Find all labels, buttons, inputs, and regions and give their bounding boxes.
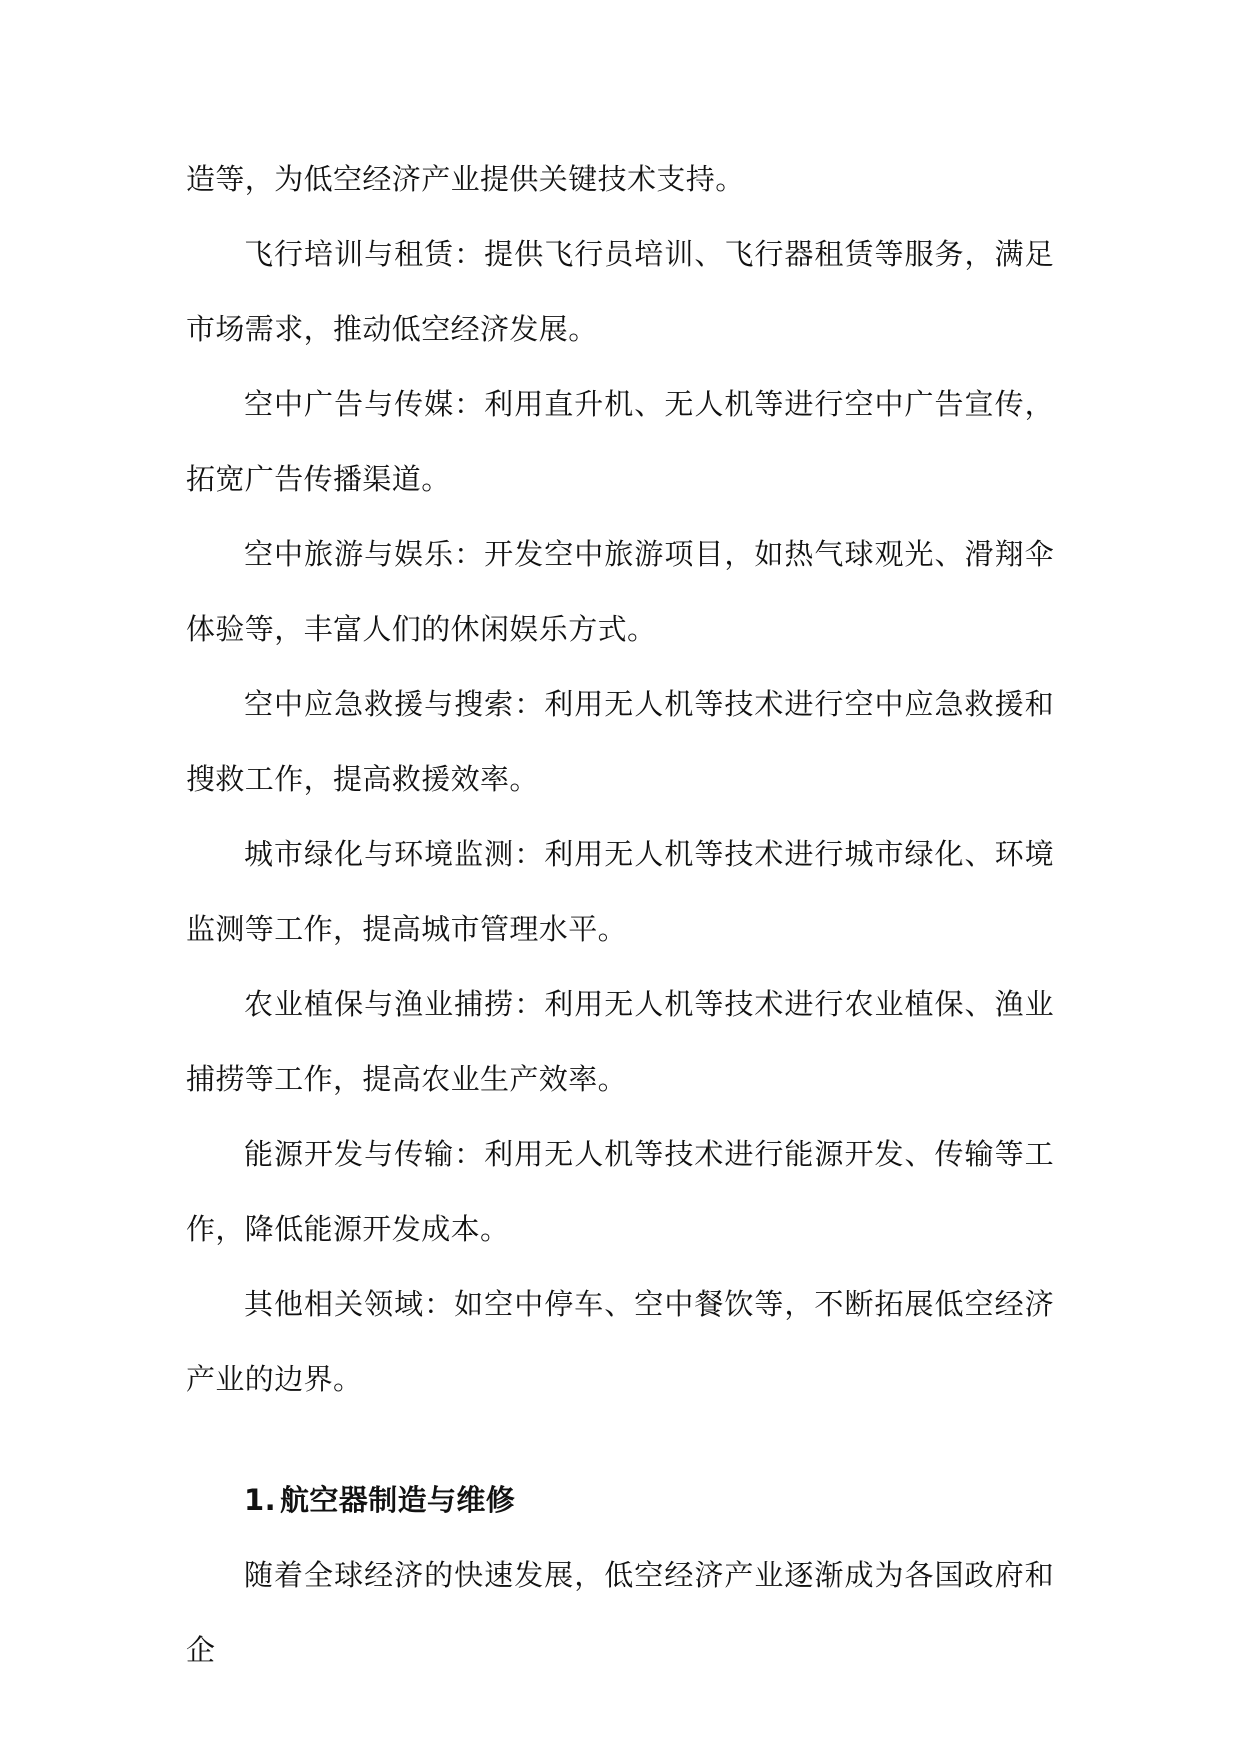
paragraph-energy: 能源开发与传输：利用无人机等技术进行能源开发、传输等工作，降低能源开发成本。 <box>186 1137 1054 1246</box>
paragraph-aerial-advertising: 空中广告与传媒：利用直升机、无人机等进行空中广告宣传，拓宽广告传播渠道。 <box>186 387 1054 496</box>
continuation-paragraph: 造等，为低空经济产业提供关键技术支持。 <box>186 162 745 196</box>
paragraph-flight-training: 飞行培训与租赁：提供飞行员培训、飞行器租赁等服务，满足市场需求，推动低空经济发展。 <box>186 237 1054 346</box>
paragraph-aerial-tourism: 空中旅游与娱乐：开发空中旅游项目，如热气球观光、滑翔伞体验等，丰富人们的休闲娱乐方式。 <box>186 537 1054 646</box>
section-number: 1. <box>244 1483 276 1517</box>
section-heading <box>186 1463 1054 1538</box>
paragraph-other-fields: 其他相关领域：如空中停车、空中餐饮等，不断拓展低空经济产业的边界。 <box>186 1287 1054 1396</box>
paragraph-agriculture-fishery: 农业植保与渔业捕捞：利用无人机等技术进行农业植保、渔业捕捞等工作，提高农业生产效率。 <box>186 987 1054 1096</box>
section-title: 航空器制造与维修 <box>280 1483 516 1517</box>
document-body <box>186 142 1054 1688</box>
closing-paragraph: 随着全球经济的快速发展，低空经济产业逐渐成为各国政府和企 <box>186 1558 1054 1667</box>
paragraph-environment-monitoring: 城市绿化与环境监测：利用无人机等技术进行城市绿化、环境监测等工作，提高城市管理水平。 <box>186 837 1054 946</box>
paragraph-emergency-rescue: 空中应急救援与搜索：利用无人机等技术进行空中应急救援和搜救工作，提高救援效率。 <box>186 687 1054 796</box>
